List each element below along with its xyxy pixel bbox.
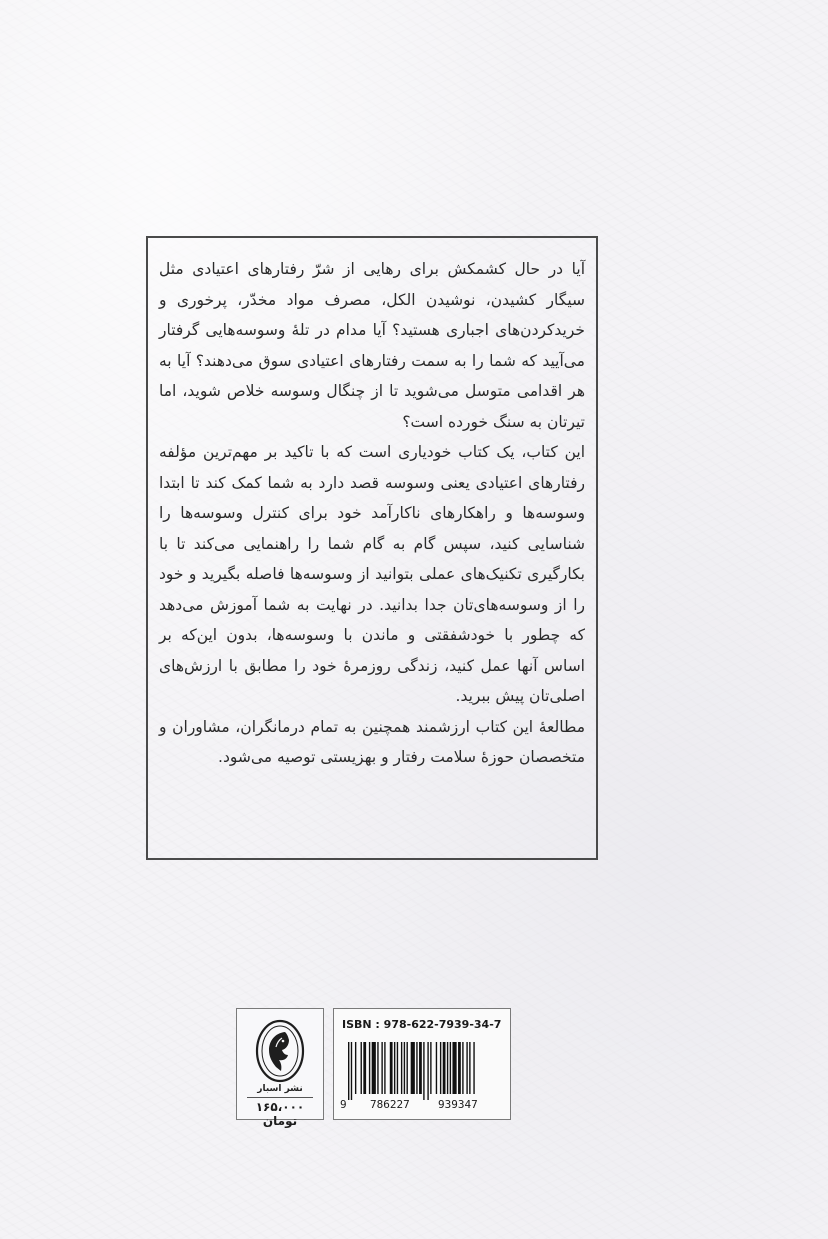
blurb-paragraph-1: آیا در حال کشمکش برای رهایی از شرّ رفتارهای اعتیادی مثل سیگار کشیدن، نوشیدن الکل، مصرف مواد مخدّر، پرخوری و خریدکردن‌های اجباری هستید؟ آیا مدام در تلۀ وسوسه‌هایی گرفتار می‌آیید که شما را به سمت رفتارهای اعتیادی سوق می‌دهند؟ آیا به هر اقدامی متوسل می‌شوید تا از چنگال وسوسه خلاص شوید، اما تیرتان به سنگ خورده است؟	[159, 260, 585, 431]
horse-head-logo-icon	[255, 1019, 305, 1083]
publisher-box	[236, 1008, 324, 1128]
barcode-digits-left: 786227	[370, 1098, 410, 1111]
isbn-label: ISBN : 978-622-7939-34-7	[342, 1018, 502, 1031]
blurb-box	[146, 236, 598, 860]
barcode-digit-lead: 9	[340, 1098, 347, 1111]
barcode	[348, 1042, 504, 1100]
blurb-paragraph-2: این کتاب، یک کتاب خودیاری است که با تاکید بر مهم‌ترین مؤلفه رفتارهای اعتیادی یعنی وسوسه قصد دارد به شما کمک کند تا ابتدا وسوسه‌ها و راهکارهای ناکارآمد خود برای کنترل وسوسه‌ها را شناسایی کنید، سپس گام به گام شما را راهنمایی می‌کند تا با بکارگیری تکنیک‌های عملی بتوانید از وسوسه‌ها فاصله بگیرید و خود را از وسوسه‌های‌تان جدا بدانید. در نهایت به شما آموزش می‌دهد که چطور با خودشفقتی و ماندن با وسوسه‌ها، بدون این‌که بر اساس آنها عمل کنید، زندگی روزمرۀ خود را مطابق با ارزش‌های اصلی‌تان پیش ببرید.	[159, 443, 585, 705]
publisher-name: نشر اسبار	[257, 1084, 303, 1094]
blurb-paragraph-3: مطالعۀ این کتاب ارزشمند همچنین به تمام درمانگران، مشاوران و متخصصان حوزۀ سلامت رفتار و بهزیستی توصیه می‌شود.	[159, 717, 585, 766]
barcode-digits-right: 939347	[438, 1098, 478, 1111]
isbn-box	[333, 1008, 511, 1120]
price-label: ۱۶۵،۰۰۰ تومان	[255, 1100, 305, 1128]
price-divider	[247, 1097, 313, 1098]
